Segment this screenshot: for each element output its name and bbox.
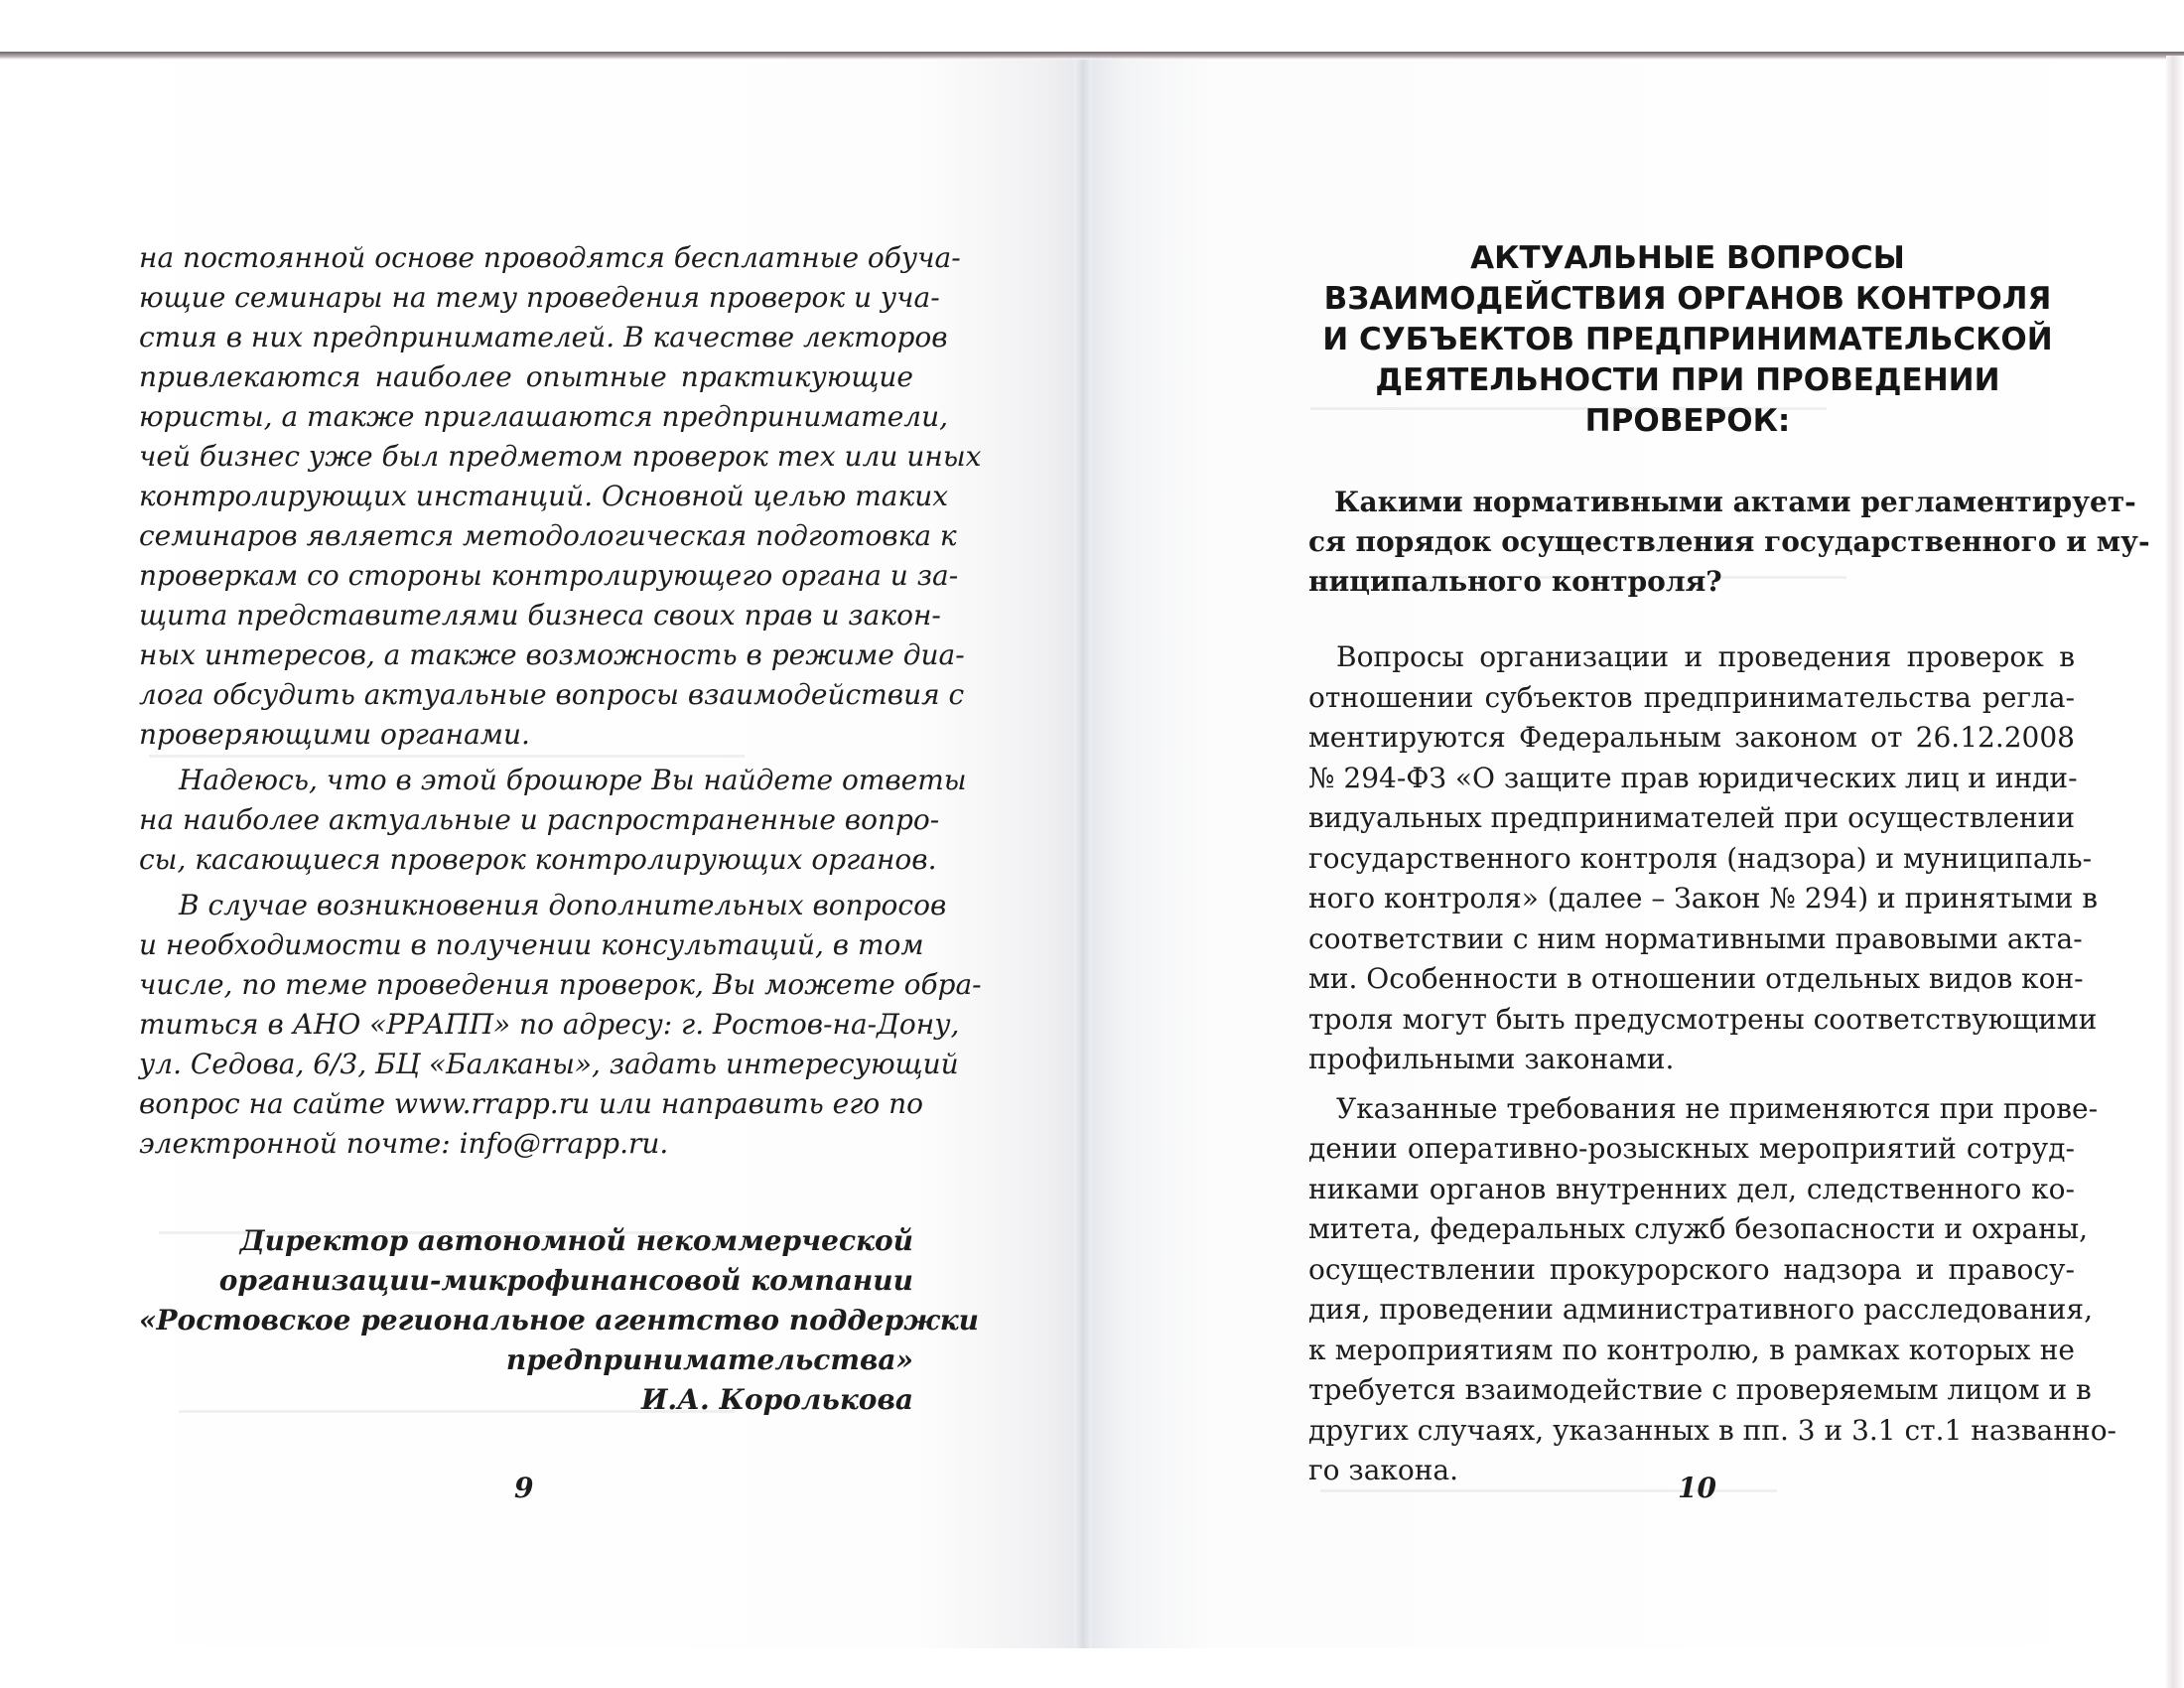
right-page-body-text [1308, 637, 2117, 1500]
page-top-shadow [0, 52, 2184, 60]
director-signature-block [139, 1221, 980, 1420]
exceptions-paragraph: Указанные требования не применяются при прове- дении оперативно-розыскных мероприятий сотруд- никами органов внутренних дел, следственного ко- митета, федеральных служб безопасности и охраны, осуществлении прокурорского надзора и правосу- дия, проведении административного расследования, к мероприятиям по контролю, в рамках которых не требуется взаимодействие с проверяемым лицом и в других случаях, указанных в пп. 3 и 3.1 ст.1 названно- го закона. [1308, 1091, 2117, 1486]
signature-title-line: Директор автономной некоммерческой [239, 1224, 913, 1257]
left-page-body-text [139, 238, 982, 1170]
page-number-left: 9 [514, 1472, 534, 1504]
signature-title-line: «Ростовское региональное агентство поддержки [139, 1304, 980, 1336]
contact-paragraph: В случае возникновения дополнительных вопросов и необходимости в получении консультаций, в том числе, по теме проведения проверок, Вы можете обра- титься в АНО «РРАПП» по адресу: г. Ростов-на-Дону, ул. Седова, 6/3, БЦ «Балканы», задать интересующий вопрос на сайте www.rrapp.ru или направить его по электронной почте: info@rrapp.ru. [139, 889, 982, 1160]
page-number-right: 10 [1678, 1472, 1716, 1504]
signature-title-line: организации-микрофинансовой компании [218, 1264, 913, 1297]
question-heading: Какими нормативными актами регламентирует- ся порядок осуществления государственного и му- ниципального контроля? [1308, 486, 2150, 598]
signature-name: И.А. Королькова [640, 1383, 913, 1416]
page-right-edge [2166, 56, 2184, 1688]
law-paragraph: Вопросы организации и проведения проверок в отношении субъектов предпринимательства регла- ментируются Федеральным законом от 26.12.2008 № 294-ФЗ «О защите прав юридических лиц и инди- видуальных предпринимателей при осуществлении государственного контроля (надзора) и муниципаль- ного контроля» (далее – Закон № 294) и принятыми в соответствии с ним нормативными правовыми акта- ми. Особенности в отношении отдельных видов кон- троля могут быть предусмотрены соответствующими профильными законами. [1308, 640, 2099, 1075]
book-gutter [1074, 60, 1092, 1648]
section-heading: АКТУАЛЬНЫЕ ВОПРОСЫ ВЗАИМОДЕЙСТВИЯ ОРГАНОВ КОНТРОЛЯ И СУБЪЕКТОВ ПРЕДПРИНИМАТЕЛЬСКОЙ ДЕЯТЕЛЬНОСТИ ПРИ ПРОВЕДЕНИИ ПРОВЕРОК: [1322, 240, 2053, 439]
scan-top-margin [0, 0, 2184, 56]
intro-paragraph: на постоянной основе проводятся бесплатные обуча- ющие семинары на тему проведения проверок и уча- стия в них предпринимателей. В качестве лекторов привлекаются наиболее опытные практикующие юристы, а также приглашаются предприниматели, чей бизнес уже был предметом проверок тех или иных контролирующих инстанций. Основной целью таких семинаров является методологическая подготовка к проверкам со стороны контролирующего органа и за- щита представителями бизнеса своих прав и закон- ных интересов, а также возможность в режиме диа- лога обсудить актуальные вопросы взаимодействия с проверяющими органами. [139, 241, 982, 751]
signature-title-line: предпринимательства» [505, 1343, 913, 1376]
hope-paragraph: Надеюсь, что в этой брошюре Вы найдете ответы на наиболее актуальные и распространенные вопро- сы, касающиеся проверок контролирующих органов. [139, 764, 967, 876]
